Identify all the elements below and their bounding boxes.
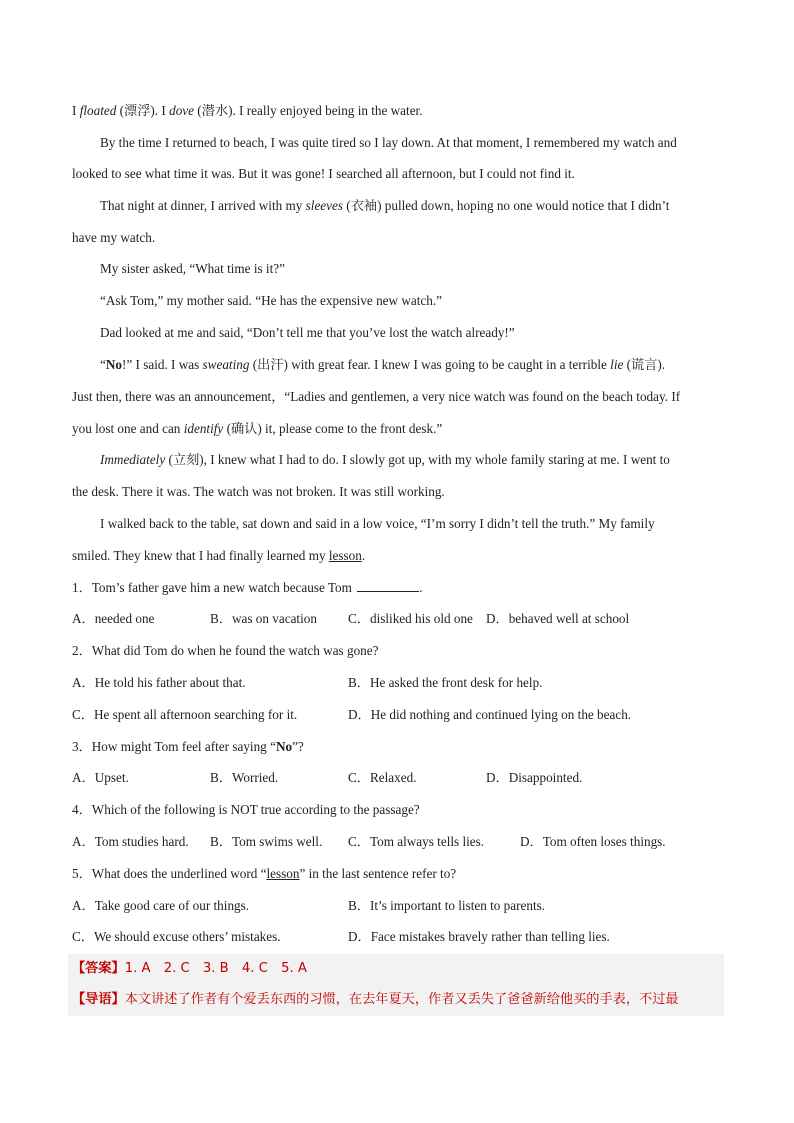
passage-line — [100, 356, 665, 374]
option-a: A．Take good care of our things. — [72, 898, 250, 913]
bold-word: No — [105, 357, 122, 372]
answer-text: 1. A 2. C 3. B 4. C 5. A — [124, 961, 307, 976]
passage-line: have my watch. — [72, 230, 156, 245]
guide-text: 本文讲述了作者有个爱丢东西的习惯，在去年夏天，作者又丢失了爸爸新给他买的手表，不过最 — [124, 992, 679, 1007]
option-a: A．needed one — [72, 611, 155, 626]
italic-word: dove — [169, 103, 194, 118]
passage-line: looked to see what time it was. But it was gone! I searched all afternoon, but I could not find it. — [72, 166, 575, 181]
text: . — [361, 548, 366, 563]
bold-word: No — [275, 739, 293, 754]
text: 3．How might Tom feel after saying “ — [72, 739, 276, 754]
underlined-word: lesson — [266, 866, 300, 881]
text: !” I said. I was — [121, 357, 203, 372]
text: (谎言). — [623, 357, 666, 372]
answer-blank — [357, 579, 419, 592]
passage-line: “Ask Tom,” my mother said. “He has the expensive new watch.” — [100, 293, 442, 308]
text: smiled. They knew that I had finally learned my — [72, 548, 329, 563]
text: ”? — [292, 739, 304, 754]
text: ” in the last sentence refer to? — [299, 866, 457, 881]
text: 1．Tom’s father gave him a new watch because Tom — [72, 580, 356, 595]
text: . — [419, 580, 423, 595]
option-d: D．He did nothing and continued lying on the beach. — [348, 707, 632, 722]
text: (立刻), I knew what I had to do. I slowly got up, with my whole family staring at me. I went to — [165, 452, 670, 467]
text: I — [72, 103, 80, 118]
underlined-word: lesson — [328, 548, 362, 563]
text: you lost one and can — [72, 421, 184, 436]
text: (确认) it, please come to the front desk.” — [223, 421, 443, 436]
passage-line — [100, 451, 670, 469]
text: (出汗) with great fear. I knew I was going to be caught in a terrible — [249, 357, 611, 372]
passage-line — [100, 197, 669, 215]
answer-label: 【答案】 — [72, 961, 125, 976]
option-c: C．We should excuse others’ mistakes. — [72, 929, 281, 944]
italic-word: sleeves — [305, 198, 343, 213]
option-b: B．was on vacation — [210, 611, 317, 626]
answer-line — [72, 960, 307, 978]
question-stem: 4．Which of the following is NOT true according to the passage? — [72, 802, 420, 817]
italic-word: lie — [610, 357, 624, 372]
option-c: C．Relaxed. — [348, 770, 417, 785]
option-b: B．It’s important to listen to parents. — [348, 898, 546, 913]
option-c: C．Tom always tells lies. — [348, 834, 485, 849]
option-b: B．Worried. — [210, 770, 279, 785]
option-a: A．Upset. — [72, 770, 129, 785]
guide-line — [72, 991, 679, 1009]
guide-label: 【导语】 — [72, 992, 125, 1007]
option-b: B．Tom swims well. — [210, 834, 323, 849]
question-stem — [72, 579, 422, 597]
passage-line: the desk. There it was. The watch was not broken. It was still working. — [72, 484, 445, 499]
text: (潜水). I really enjoyed being in the water. — [194, 103, 423, 118]
option-c: C．He spent all afternoon searching for it. — [72, 707, 298, 722]
italic-word: sweating — [202, 357, 250, 372]
passage-line — [72, 420, 442, 438]
option-d: D．behaved well at school — [486, 611, 630, 626]
passage-line — [72, 102, 423, 120]
option-b: B．He asked the front desk for help. — [348, 675, 543, 690]
text: “ — [100, 357, 106, 372]
italic-word: identify — [183, 421, 224, 436]
question-stem — [72, 865, 456, 883]
option-a: A．He told his father about that. — [72, 675, 246, 690]
text: (衣袖) pulled down, hoping no one would notice that I didn’t — [343, 198, 670, 213]
text: That night at dinner, I arrived with my — [100, 198, 306, 213]
passage-line: I walked back to the table, sat down and said in a low voice, “I’m sorry I didn’t tell the truth.” My family — [100, 516, 655, 531]
passage-line: My sister asked, “What time is it?” — [100, 261, 285, 276]
option-d: D．Tom often loses things. — [520, 834, 666, 849]
text: (漂浮). I — [116, 103, 170, 118]
question-stem: 2．What did Tom do when he found the watch was gone? — [72, 643, 379, 658]
option-a: A．Tom studies hard. — [72, 834, 189, 849]
question-stem — [72, 738, 304, 756]
passage-line — [72, 547, 365, 565]
passage-line: By the time I returned to beach, I was quite tired so I lay down. At that moment, I remembered my watch and — [100, 135, 677, 150]
text: 5．What does the underlined word “ — [72, 866, 267, 881]
passage-line: Just then, there was an announcement，“Ladies and gentlemen, a very nice watch was found on the beach today. If — [72, 389, 681, 404]
passage-line: Dad looked at me and said, “Don’t tell me that you’ve lost the watch already!” — [100, 325, 515, 340]
option-d: D．Disappointed. — [486, 770, 583, 785]
italic-word: floated — [79, 103, 117, 118]
option-d: D．Face mistakes bravely rather than telling lies. — [348, 929, 610, 944]
italic-word: Immediately — [100, 452, 166, 467]
option-c: C．disliked his old one — [348, 611, 473, 626]
